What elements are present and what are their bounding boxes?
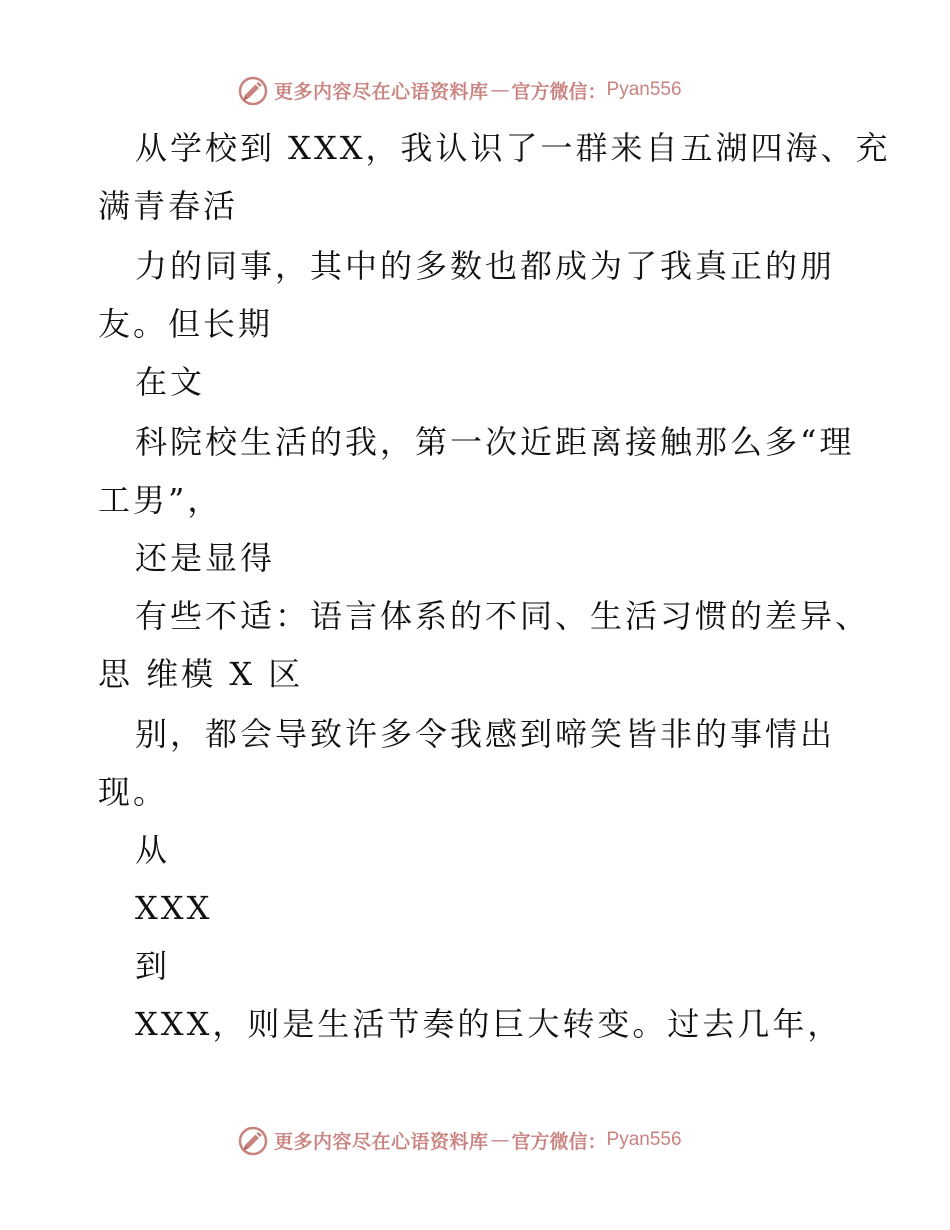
watermark-main-text: 更多内容尽在心语资料库 bbox=[274, 80, 489, 103]
text-line: XXX bbox=[135, 889, 213, 927]
pen-logo-icon bbox=[236, 1123, 270, 1157]
text-line: 别，都会导致许多令我感到啼笑皆非的事情出 bbox=[135, 715, 836, 753]
text-line: 有些不适：语言体系的不同、生活习惯的差异、 bbox=[135, 597, 871, 635]
watermark-header bbox=[236, 72, 716, 108]
watermark-id: Pyan556 bbox=[606, 79, 682, 100]
watermark-id: Pyan556 bbox=[606, 1129, 682, 1150]
text-line: 到 bbox=[135, 947, 171, 985]
watermark-dash: — bbox=[490, 79, 510, 101]
text-line: 工男”， bbox=[98, 481, 223, 519]
text-line: 友。但长期 bbox=[98, 305, 274, 343]
text-line: 还是显得 bbox=[135, 539, 276, 577]
text-line: 现。 bbox=[98, 773, 169, 811]
watermark-sub-text: 官方微信： bbox=[511, 80, 607, 103]
text-line: 从学校到 XXX，我认识了一群来自五湖四海、充 bbox=[135, 129, 891, 167]
text-line: 科院校生活的我，第一次近距离接触那么多“理 bbox=[135, 423, 855, 461]
text-line: 在文 bbox=[135, 363, 206, 401]
text-line: XXX，则是生活节奏的巨大转变。过去几年， bbox=[135, 1005, 843, 1043]
text-line: 从 bbox=[135, 831, 171, 869]
watermark-footer bbox=[236, 1122, 716, 1158]
text-line: 力的同事，其中的多数也都成为了我真正的朋 bbox=[135, 247, 836, 285]
text-line: 思 维模 X 区 bbox=[98, 655, 304, 693]
watermark-sub-text: 官方微信： bbox=[511, 1130, 607, 1153]
watermark-dash: — bbox=[490, 1129, 510, 1151]
text-line: 满青春活 bbox=[98, 187, 239, 225]
pen-logo-icon bbox=[236, 73, 270, 107]
watermark-main-text: 更多内容尽在心语资料库 bbox=[274, 1130, 489, 1153]
